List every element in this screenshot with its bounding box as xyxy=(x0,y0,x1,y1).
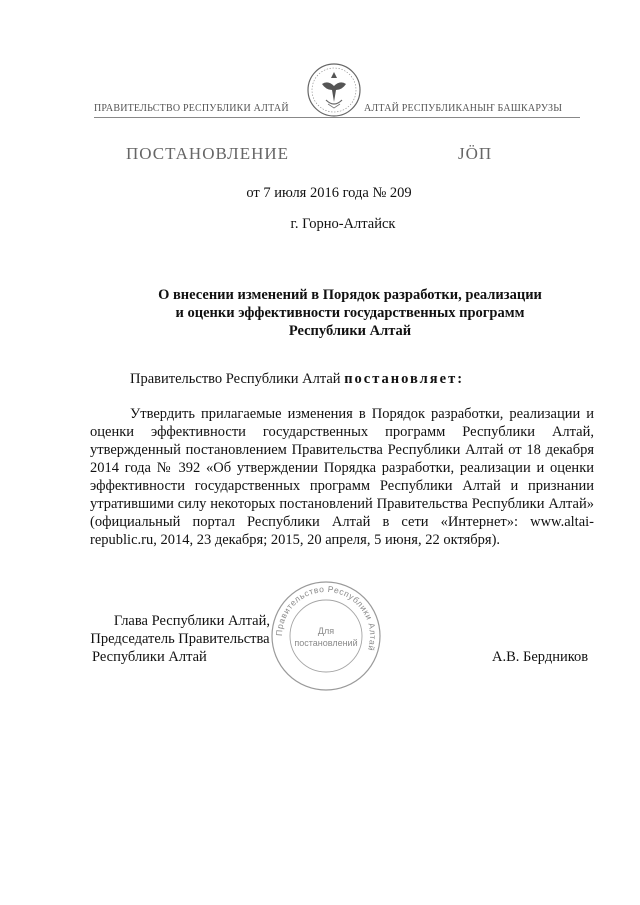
org-name-altai: АЛТАЙ РЕСПУБЛИКАНЫҤ БАШКАРУЗЫ xyxy=(364,103,563,114)
signatory-role xyxy=(82,612,278,666)
document-title xyxy=(100,286,600,340)
org-name-russian: ПРАВИТЕЛЬСТВО РЕСПУБЛИКИ АЛТАЙ xyxy=(94,103,289,114)
stamp-center-line-1: Для xyxy=(317,626,335,636)
title-line-3: Республики Алтай xyxy=(288,323,412,339)
emblem-icon xyxy=(306,58,362,120)
title-line-2: и оценки эффективности государственных программ xyxy=(175,305,525,321)
signatory-name: А.В. Бердников xyxy=(492,649,589,665)
stamp-ring-text: Правительство Республики Алтай xyxy=(273,583,379,653)
intro-text: Правительство Республики Алтай xyxy=(130,371,345,387)
intro-keyword: постановляет: xyxy=(344,371,465,387)
official-stamp xyxy=(270,580,382,692)
role-line-2: Председатель Правительства xyxy=(90,631,270,647)
resolution-intro xyxy=(130,370,464,388)
stamp-center-line-2: постановлений xyxy=(294,638,358,648)
header-rule xyxy=(94,117,580,118)
main-paragraph: Утвердить прилагаемые изменения в Порядок разработки, реализации и оценки эффективности государственных программ Республики Алтай, утвержденный постановлением Правительства Республики Алтай от 18 декабря 2014 года № 392 «Об утверждении Порядка разработки, реализации и оценки эффективности государственных программ Республики Алтай и признании утратившими силу некоторых постановлений Правительства Республики Алтай» (официальный портал Республики Алтай в сети «Интернет»: www.altai-republic.ru, 2014, 23 декабря; 2015, 20 апреля, 5 июня, 22 октября). xyxy=(90,406,594,548)
title-line-1: О внесении изменений в Порядок разработки, реализации xyxy=(158,287,542,303)
role-line-1: Глава Республики Алтай, xyxy=(113,613,270,629)
date-number: от 7 июля 2016 года № 209 xyxy=(246,185,412,201)
city: г. Горно-Алтайск xyxy=(290,216,396,232)
role-line-3: Республики Алтай xyxy=(92,649,207,665)
doc-type-altai: ЈӦП xyxy=(458,144,493,163)
doc-type-russian: ПОСТАНОВЛЕНИЕ xyxy=(126,144,290,163)
